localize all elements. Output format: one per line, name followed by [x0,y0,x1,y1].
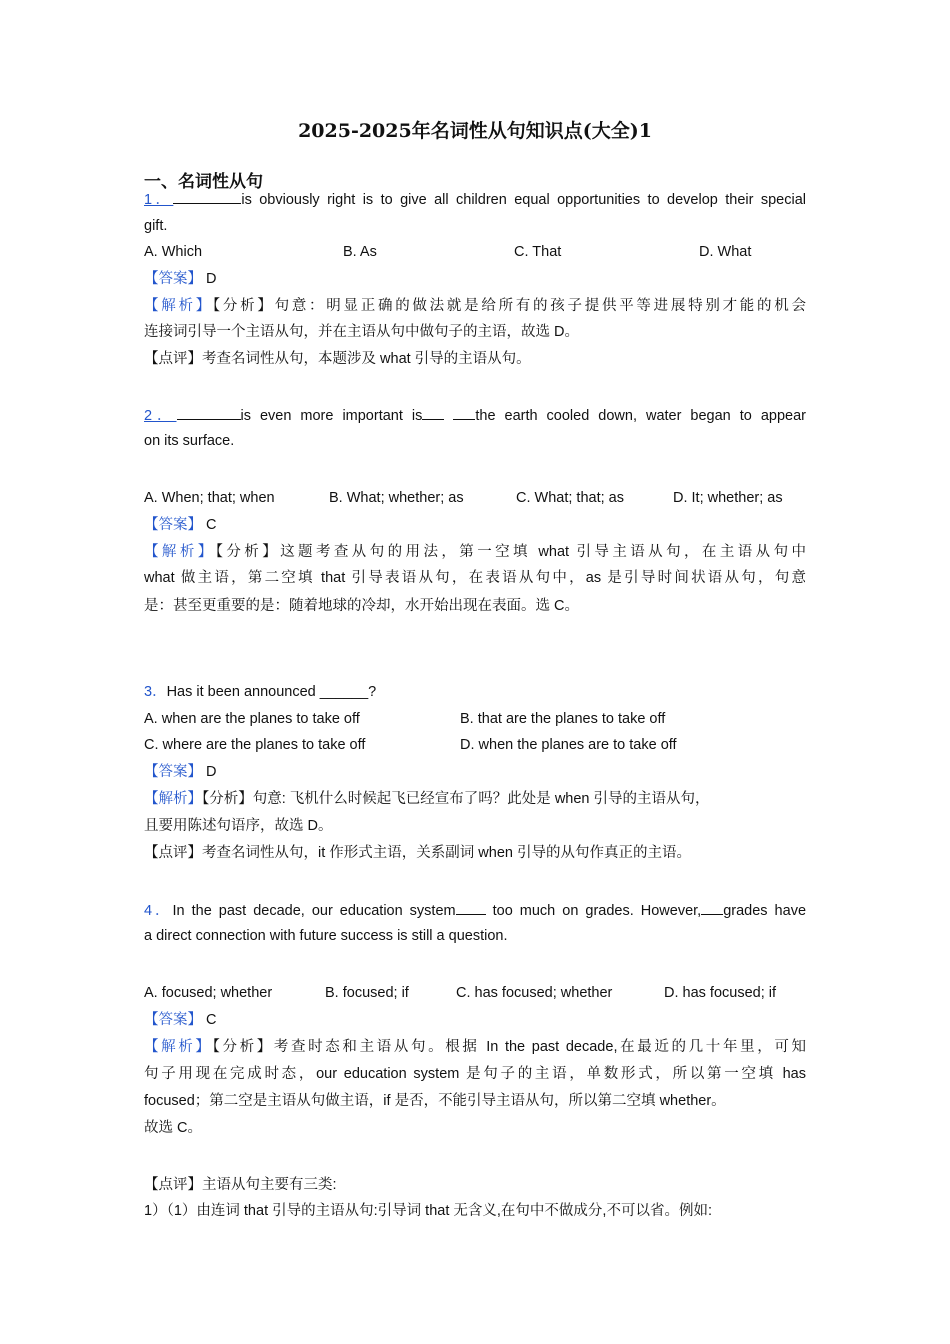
q4-option-d: D. has focused; if [664,985,777,1001]
q4-answer-value: C [206,1012,217,1028]
q3-stem: 3．Has it been announced ______? [144,684,377,700]
q2-blank-3 [453,405,475,420]
q3-comment: 【点评】考查名词性从句，it 作形式主语，关系副词 when 引导的从句作真正的主语。 [144,845,691,861]
q2-option-a: A. When; that; when [144,490,275,506]
q3-option-a: A. when are the planes to take off [144,711,360,727]
q4-answer: 【答案】 C [144,1012,217,1028]
q2-stem: 2． is even more important is the earth cooled down, water began to appear [144,405,806,426]
q4-comment-line2: 1）（1）由连词 that 引导的主语从句:引导词 that 无含义,在句中不做成分,不可以省。例如: [144,1203,712,1219]
section-heading: 一、名词性从句 [144,172,263,191]
q2-number-link[interactable]: 2． [144,408,177,424]
q4-option-a: A. focused; whether [144,985,273,1001]
q3-option-b: B. that are the planes to take off [460,711,666,727]
q3-option-d: D. when the planes are to take off [460,737,677,753]
q2-option-d: D. It; whether; as [673,490,783,506]
q1-number-link[interactable]: 1． [144,192,174,208]
analysis-label: 【解析】 [144,298,213,314]
q3-analysis-line1: 【解析】【分析】句意: 飞机什么时候起飞已经宣布了吗？此处是 when 引导的主语从句， [144,791,710,807]
q2-analysis-line3: 是：甚至更重要的是：随着地球的冷却，水开始出现在表面。选 C。 [144,598,579,614]
q4-analysis-line1: 【解析】【分析】考查时态和主语从句。根据 In the past decade,在最近的几十年里，可知 [144,1039,806,1055]
q1-comment: 【点评】考查名词性从句，本题涉及 what 引导的主语从句。 [144,351,531,367]
q4-comment: 【点评】主语从句主要有三类: [144,1177,337,1193]
q4-analysis-line4: 故选 C。 [144,1120,202,1136]
q1-blank [173,189,241,204]
q1-stem-cont: gift. [144,218,168,234]
q2-analysis-line1: 【解析】【分析】这题考查从句的用法，第一空填 what 引导主语从句，在主语从句中 [144,544,807,560]
q4-analysis-line3: focused；第二空是主语从句做主语，if 是否，不能引导主语从句，所以第二空填 whether。 [144,1093,726,1109]
q2-stem-cont: on its surface. [144,433,235,449]
q1-text: is obviously right is to give all children equal opportunities to develop their special [241,192,806,208]
q1-answer-value: D [206,271,217,287]
q2-option-b: B. What; whether; as [329,490,464,506]
q1-stem [144,189,806,210]
q3-answer: 【答案】 D [144,764,217,780]
q1-option-c: C. That [514,244,562,260]
q3-number: 3． [144,684,167,700]
q4-number: 4． [144,903,173,919]
q2-analysis-line2: what 做主语，第二空填 that 引导表语从句，在表语从句中，as 是引导时间状语从句，句意 [144,570,806,586]
q2-blank-2 [422,405,444,420]
q2-blank-1 [177,405,241,420]
q4-stem-cont: a direct connection with future success is still a question. [144,928,508,944]
q1-option-d: D. What [699,244,752,260]
q4-blank-1 [456,900,486,915]
q1-option-a: A. Which [144,244,203,260]
q4-stem: 4．In the past decade, our education system too much on grades. However, grades have [144,900,806,921]
q2-option-c: C. What; that; as [516,490,624,506]
q1-analysis-line2: 连接词引导一个主语从句，并在主语从句中做句子的主语，故选 D。 [144,324,579,340]
q1-analysis-line1: 【解析】【分析】句意：明显正确的做法就是给所有的孩子提供平等进展特别才能的机会 [144,298,806,314]
q1-option-b: B. As [343,244,377,260]
q2-answer-value: C [206,517,217,533]
q1-answer [144,269,217,289]
answer-label: 【答案】 [144,271,202,287]
q3-analysis-line2: 且要用陈述句语序，故选 D。 [144,818,333,834]
q4-option-b: B. focused; if [325,985,409,1001]
q2-answer: 【答案】 C [144,517,217,533]
q3-answer-value: D [206,764,217,780]
q4-option-c: C. has focused; whether [456,985,613,1001]
q3-option-c: C. where are the planes to take off [144,737,366,753]
page-title: 2025-2025年名词性从句知识点(大全)1 [298,120,652,142]
q4-blank-2 [701,900,723,915]
q4-analysis-line2: 句子用现在完成时态，our education system 是句子的主语，单数形式，所以第一空填 has [144,1066,806,1082]
comment-label: 【点评】 [144,351,202,367]
